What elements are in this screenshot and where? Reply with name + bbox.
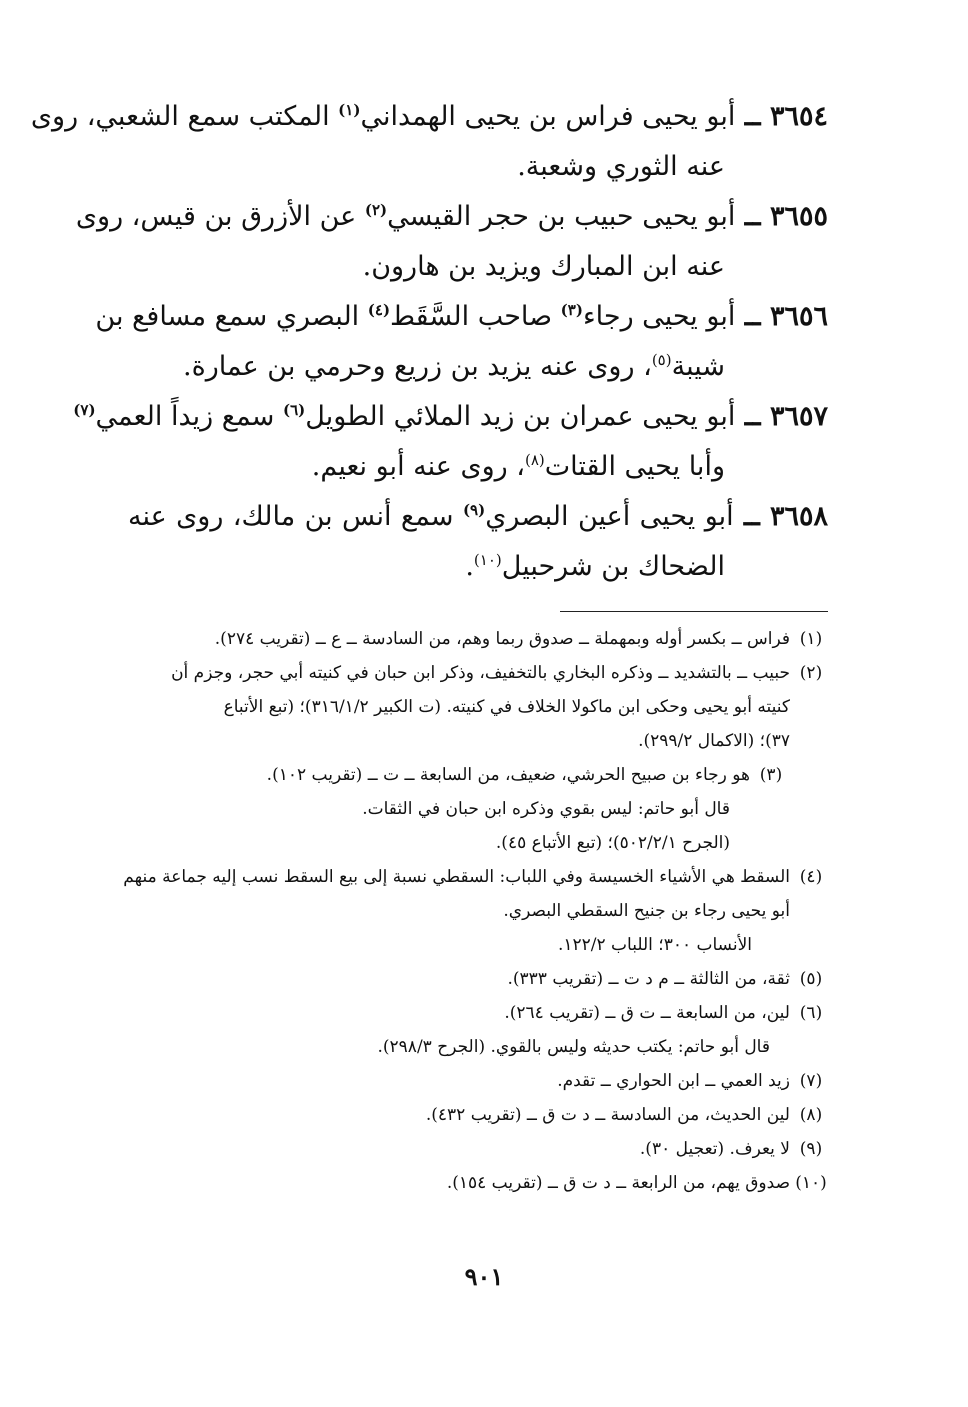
- entry-text: الضحاك بن شرحبيل: [501, 551, 725, 582]
- footnote-line: لين الحديث، من السادسة ــ د ت ق ــ (تقريب ٤٣٢).: [425, 1105, 790, 1125]
- footnote-7: [128, 1064, 828, 1098]
- footnote-ref: (٥): [651, 351, 672, 369]
- page-number: ٩٠١: [464, 1262, 504, 1291]
- entry-text: سمع زيداً العمي: [95, 401, 283, 432]
- entry-line: [30, 92, 828, 142]
- footnote-line: السقط هي الأشياء الخسيسة وفي اللباب: السقطي نسبة إلى بيع السقط نسب إليه جماعة منهم: [123, 867, 790, 887]
- footnote-ref: (١٠): [473, 551, 502, 569]
- footnote-number: (١٠): [795, 1173, 827, 1193]
- entry-number: ٣٦٥٤: [769, 101, 828, 132]
- entry-3657: [73, 392, 828, 492]
- entry-line-continued: [128, 542, 828, 592]
- entry-line-continued: عنه الثوري وشعبة.: [517, 151, 725, 182]
- footnote-line: زيد العمي ــ ابن الحواري ــ تقدم.: [557, 1071, 790, 1091]
- entry-dash: ــ: [744, 401, 761, 432]
- entry-number: ٣٦٥٨: [769, 501, 828, 532]
- footnotes-section: [123, 622, 828, 1200]
- entry-text: أبو يحيى عمران بن زيد الملائي الطويل: [305, 401, 736, 432]
- footnote-line: صدوق يهم، من الرابعة ــ د ت ق ــ (تقريب ١٥٤).: [446, 1173, 790, 1193]
- entry-3658: [128, 492, 828, 592]
- entry-dash: ــ: [744, 101, 761, 132]
- entry-text: سمع أنس بن مالك، روى عنه: [128, 501, 463, 532]
- footnote-number: (٣): [759, 765, 783, 785]
- entry-line: [75, 192, 828, 242]
- entry-text: أبو يحيى رجاء: [582, 301, 736, 332]
- entry-text: صاحب السَّقَط: [390, 301, 561, 332]
- entries-section: [30, 92, 828, 592]
- footnote-ref: (١): [338, 101, 361, 119]
- footnote-line: لين، من السابعة ــ ت ق ــ (تقريب ٢٦٤).: [504, 1003, 790, 1023]
- entry-text: شيبة: [671, 351, 725, 382]
- footnote-8: [128, 1098, 828, 1132]
- footnote-line: فراس ــ بكسر أوله وبمهملة ــ صدوق ربما وهم، من السادسة ــ ع ــ (تقريب ٢٧٤).: [214, 629, 790, 649]
- entry-dash: ــ: [744, 301, 761, 332]
- footnote-5: [128, 962, 828, 996]
- footnote-line: حبيب ــ بالتشديد ــ وذكره البخاري بالتخفيف، وذكر ابن حبان في كنيته أبي حجر، وجزم أن: [171, 663, 790, 683]
- entry-text: وأبا يحيى القتات: [544, 451, 725, 482]
- footnote-ref: (٩): [462, 501, 486, 519]
- entry-line: [73, 392, 828, 442]
- footnote-ref: (٦): [283, 401, 306, 419]
- footnote-number: (١): [799, 629, 823, 649]
- entry-text: المكتب سمع الشعبي، روى: [30, 101, 339, 132]
- footnote-ref: (٧): [73, 401, 96, 419]
- entry-line: [128, 492, 828, 542]
- footnote-line: ثقة، من الثالثة ــ م د ت ــ (تقريب ٣٣٣).: [507, 969, 790, 989]
- footnote-number: (٦): [799, 1003, 823, 1023]
- footnote-ref: (٨): [524, 451, 545, 469]
- footnote-line: ٣٧)؛ (الاكمال ٢٩٩/٢).: [638, 731, 790, 751]
- footnote-9: [128, 1132, 828, 1166]
- entry-text: أبو يحيى أعين البصري: [485, 501, 734, 532]
- footnote-number: (٩): [799, 1139, 823, 1159]
- footnote-1: [128, 622, 828, 656]
- entry-dash: ــ: [744, 201, 761, 232]
- footnote-line: لا يعرف. (تعجيل ٣٠).: [639, 1139, 790, 1159]
- footnote-line: قال أبو حاتم: يكتب حديثه وليس بالقوي. (الجرح ٢٩٨/٣).: [377, 1037, 770, 1057]
- entry-text: .: [465, 551, 474, 582]
- entry-text: أبو يحيى حبيب بن حجر القيسي: [387, 201, 736, 232]
- entry-line-continued: عنه ابن المبارك ويزيد بن هارون.: [362, 251, 725, 282]
- entry-text: ، روى عنه أبو نعيم.: [311, 451, 525, 482]
- footnote-2: [128, 656, 828, 758]
- footnote-number: (٨): [799, 1105, 823, 1125]
- footnote-line: (الجرح ٥٠٢/٢/١)؛ (تبع الأتباع ٤٥).: [495, 833, 730, 853]
- footnote-10: [128, 1166, 828, 1200]
- footnote-6: [128, 996, 828, 1064]
- entry-3655: [75, 192, 828, 292]
- entry-text: عن الأزرق بن قيس، روى: [75, 201, 365, 232]
- entry-3656: [95, 292, 828, 392]
- entry-number: ٣٦٥٦: [769, 301, 828, 332]
- entry-line-continued: [128, 442, 828, 492]
- entry-dash: ــ: [743, 501, 760, 532]
- footnote-number: (٥): [799, 969, 823, 989]
- footnote-ref: (٢): [364, 201, 388, 219]
- entry-number: ٣٦٥٥: [769, 201, 828, 232]
- footnote-number: (٤): [799, 867, 823, 887]
- entry-text: أبو يحيى فراس بن يحيى الهمداني: [360, 101, 736, 132]
- footnote-number: (٧): [799, 1071, 823, 1091]
- entry-text: ، روى عنه يزيد بن زريع وحرمي بن عمارة.: [182, 351, 652, 382]
- entry-line-continued: [128, 342, 828, 392]
- entry-3654: [30, 92, 828, 192]
- footnote-line: كنيته أبو يحيى وحكى ابن ماكولا الخلاف في كنيته. (ت الكبير ٣١٦/١/٢)؛ (تبع الأتباع: [223, 697, 790, 717]
- entry-number: ٣٦٥٧: [769, 401, 828, 432]
- footnote-ref: (٤): [367, 301, 391, 319]
- footnote-line: هو رجاء بن صبيح الحرشي، ضعيف، من السابعة ــ ت ــ (تقريب ١٠٢).: [266, 765, 750, 785]
- footnote-number: (٢): [799, 663, 823, 683]
- footnote-3: [128, 758, 788, 860]
- footnote-line: الأنساب ٣٠٠؛ اللباب ١٢٢/٢.: [557, 935, 752, 955]
- entry-text: البصري سمع مسافع بن: [95, 301, 368, 332]
- footnote-line: قال أبو حاتم: ليس بقوي وذكره ابن حبان في الثقات.: [362, 799, 730, 819]
- entry-line: [95, 292, 828, 342]
- footnote-ref: (٣): [560, 301, 583, 319]
- footnote-separator: [560, 611, 828, 612]
- footnote-line: أبو يحيى رجاء بن جنيح السقطي البصري.: [503, 901, 790, 921]
- footnote-4: [123, 860, 828, 962]
